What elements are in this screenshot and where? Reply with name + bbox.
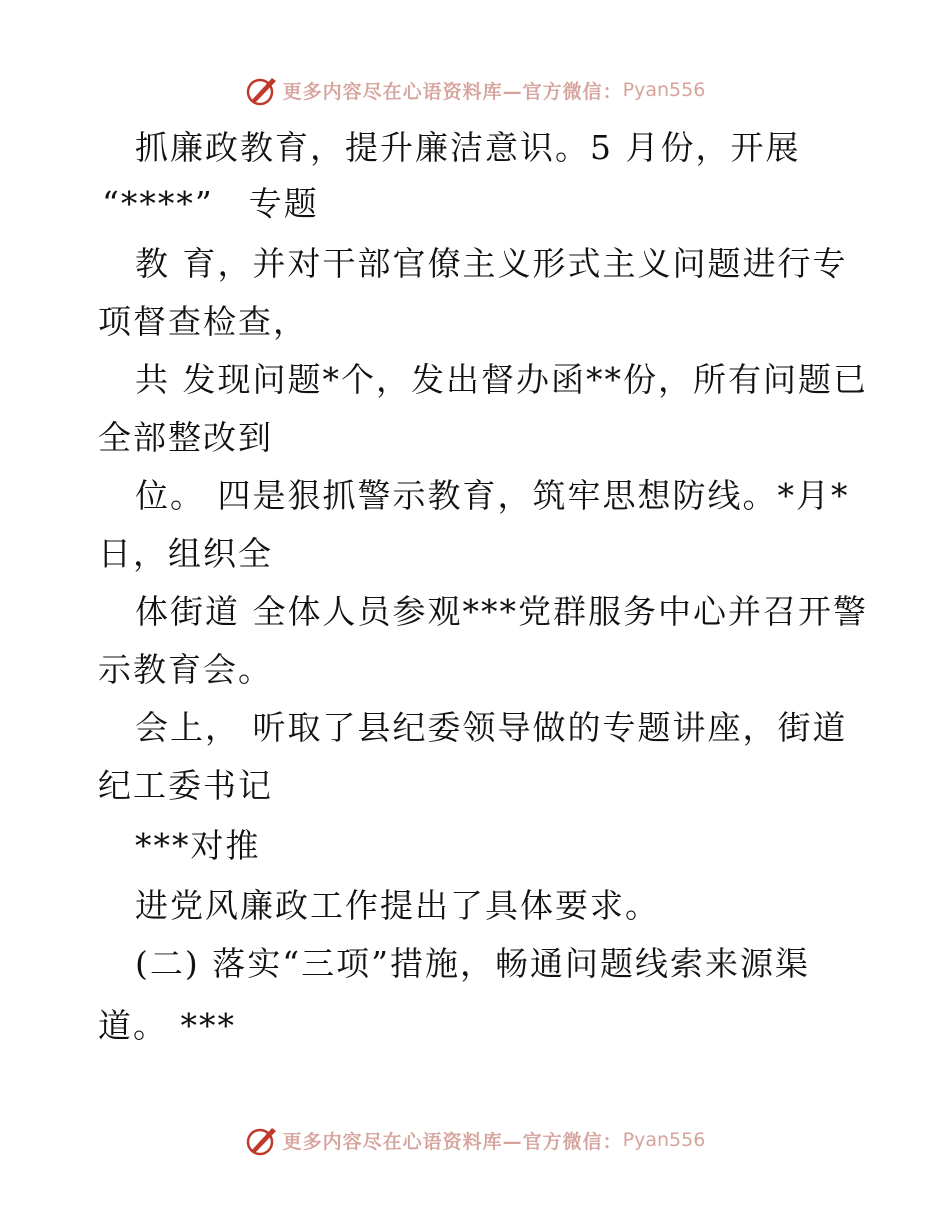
paragraph-line: 纪工委书记: [98, 766, 273, 805]
watermark-wechat-id: Pyan556: [622, 79, 706, 101]
paragraph-line: 示教育会。: [98, 650, 273, 689]
paragraph-line: 项督查检查，: [98, 302, 308, 341]
paragraph-line: (二) 落实“三项”措施，畅通问题线索来源渠: [135, 944, 810, 983]
paragraph-line: 共 发现问题*个，发出督办函**份，所有问题已: [135, 360, 868, 399]
paragraph-line: 体街道 全体人员参观***党群服务中心并召开警: [135, 592, 868, 631]
paragraph-line: 日，组织全: [98, 534, 273, 573]
paragraph-line: 位。 四是狠抓警示教育，筑牢思想防线。*月*: [135, 476, 850, 515]
paragraph-line: 会上， 听取了县纪委领导做的专题讲座，街道: [135, 708, 848, 747]
quill-pen-seal-icon: [245, 1123, 279, 1157]
paragraph-line: 进党风廉政工作提出了具体要求。: [135, 886, 660, 925]
header-watermark: [0, 70, 950, 110]
watermark-text: 更多内容尽在心语资料库—官方微信：: [282, 1130, 623, 1153]
quill-pen-seal-icon: [245, 73, 279, 107]
paragraph-line: ***对推: [135, 826, 261, 865]
paragraph-line: 全部整改到: [98, 418, 273, 457]
paragraph-line: 教 育，并对干部官僚主义形式主义问题进行专: [135, 244, 848, 283]
paragraph-line: 抓廉政教育，提升廉洁意识。5 月份，开展: [135, 128, 801, 167]
paragraph-line: 道。 ***: [98, 1006, 236, 1045]
watermark-text: 更多内容尽在心语资料库—官方微信：: [282, 80, 623, 103]
footer-watermark: [0, 1120, 950, 1160]
paragraph-line: “****” 专题: [102, 184, 319, 223]
watermark-wechat-id: Pyan556: [622, 1129, 706, 1151]
